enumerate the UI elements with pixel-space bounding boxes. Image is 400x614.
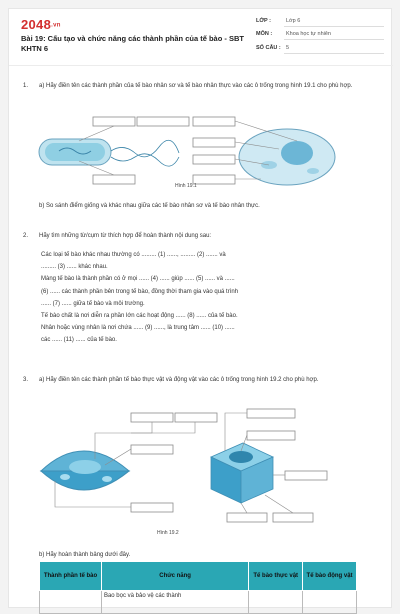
prokaryotic-cell-icon (39, 139, 179, 166)
figure-19-1 (29, 113, 359, 193)
table-row (40, 591, 357, 614)
plant-cell-icon (41, 451, 129, 490)
fill-line: Màng tế bào là thành phần có ở mọi ...... (4) ...... giúp ...... (5) ...... và ...... (41, 276, 235, 283)
table-cell (303, 591, 357, 614)
function-table (39, 561, 357, 614)
page-header: 2048.vn Bài 19: Cấu tạo và chức năng các thành phần của tế bào - SBT KHTN 6 LỚP : Lớp 6 MÔN : Khoa học tự nhiên SỐ CÂU : 5 (9, 9, 393, 66)
fill-line: ...... (7) ...... giữa tế bào và môi trường. (41, 300, 145, 307)
figure-19-2-caption: Hình 19.2 (157, 530, 179, 536)
table-header: Thành phần tế bào (40, 562, 102, 591)
worksheet-page: 2048.vn Bài 19: Cấu tạo và chức năng các thành phần của tế bào - SBT KHTN 6 LỚP : Lớp 6 MÔN : Khoa học tự nhiên SỐ CÂU : 5 1. a) Hãy điền tên các thành phần của tế bào nhân sơ và tế bào nhân thực vào các ô trống trong hình 19.1 cho phù hợp. Hình 19.1 b) So sánh điểm giống và khác nhau giữa các tế bào nhân sơ và tế bào nhân thực. 2. Hãy tìm những từ/cụm từ thích hợp để hoàn thành nội dung sau: Các loại tế bào khác nhau thường có ......... (1) ......, ......... (2) ....... và ......... (3) ...... khác nhau. Màng tế bào là thành phần có ở mọi ...... (4) ...... giúp ...... (5) ...... và ...... (6) ...... các thành phần bên trong tế bào, đồng thời tham gia vào quá trình ...... (7) ...... giữa tế bào và môi trường. Tế bào chất là nơi diễn ra phần lớn các hoạt động ...... (8) ...... của tế bào. Nhân hoặc vùng nhân là nơi chứa ...... (9) ......, là trung tâm ...... (10) ...... các ...... (11) ...... của tế bào. 3. a) Hãy điền tên các thành phần tế bào thực vật và động vật vào các ô trống trong hình 19.2 cho phù hợp. Hình 19.2 b) Hãy hoàn thành bảng dưới đây. Thành phần tế bào Chức năng Tế bào thực vật Tế bào động vật Bao bọc và bảo vệ các thành (8, 8, 392, 608)
fill-in-text (41, 249, 341, 347)
fill-line: Nhân hoặc vùng nhân là nơi chứa ...... (9) ......, là trung tâm ...... (10) ...... (41, 325, 235, 332)
table-header: Chức năng (101, 562, 248, 591)
eukaryotic-cell-icon (239, 129, 335, 185)
table-cell: Bao bọc và bảo vệ các thành (101, 591, 248, 614)
fill-line: Các loại tế bào khác nhau thường có ......... (1) ......, ......... (2) ....... và (41, 252, 226, 258)
table-header-row (40, 562, 357, 591)
fill-line: ......... (3) ...... khác nhau. (41, 264, 108, 271)
fill-line: (6) ...... các thành phần bên trong tế bào, đồng thời tham gia vào quá trình (41, 288, 239, 295)
fill-line: các ...... (11) ...... của tế bào. (41, 337, 117, 344)
figure-19-2 (35, 403, 375, 529)
document-title: Bài 19: Cấu tạo và chức năng các thành phần của tế bào - SBT KHTN 6 (21, 34, 244, 53)
fill-line: Tế bào chất là nơi diễn ra phần lớn các hoạt động ...... (8) ...... của tế bào. (41, 313, 238, 320)
animal-cell-icon (211, 443, 273, 503)
table-cell (40, 591, 102, 614)
figure-19-1-caption: Hình 19.1 (175, 183, 197, 189)
table-header: Tế bào động vật (303, 562, 357, 591)
site-logo[interactable]: 2048.vn (21, 17, 61, 32)
table-cell (249, 591, 303, 614)
table-header: Tế bào thực vật (249, 562, 303, 591)
